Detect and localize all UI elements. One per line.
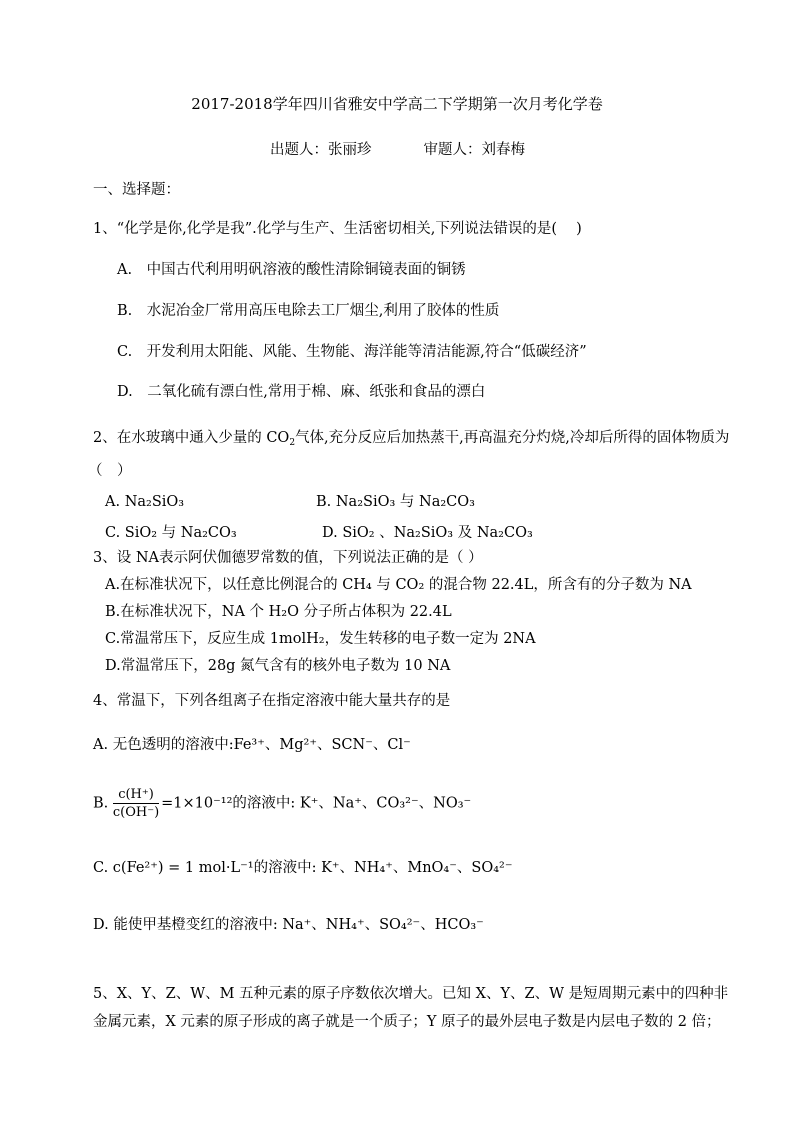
q4-fraction-numerator: c(H⁺) (113, 786, 159, 804)
q2-stem-sub: 2 (289, 438, 296, 448)
page-title: 2017-2018学年四川省雅安中学高二下学期第一次月考化学卷 (191, 95, 603, 113)
q4-option-d: D. 能使甲基橙变红的溶液中: Na⁺、NH₄⁺、SO₄²⁻、HCO₃⁻ (93, 917, 484, 933)
q4-fraction-denominator: c(OH⁻) (112, 805, 160, 820)
authors-line (270, 140, 525, 160)
q3-option-a: A.在标准状况下，以任意比例混合的 CH₄ 与 CO₂ 的混合物 22.4L，所含有的分子数为 NA (105, 577, 692, 593)
q3-option-d: D.常温常压下，28g 氮气含有的核外电子数为 10 NA (105, 658, 451, 674)
q5-line-1: 5、X、Y、Z、W、M 五种元素的原子序数依次增大。已知 X、Y、Z、W 是短周期元素中的四种非 (93, 986, 729, 1002)
q2-option-c: C. SiO₂ 与 Na₂CO₃ (105, 525, 237, 541)
q1-stem: 1、“化学是你,化学是我”.化学与生产、生活密切相关,下列说法错误的是( ) (93, 221, 582, 237)
q2-stem-pre: 2、在水玻璃中通入少量的 CO (93, 430, 290, 446)
q4-option-c: C. c(Fe²⁺) = 1 mol·L⁻¹的溶液中: K⁺、NH₄⁺、MnO₄⁻、SO₄²⁻ (93, 860, 513, 876)
q4-stem: 4、常温下，下列各组离子在指定溶液中能大量共存的是 (93, 693, 451, 709)
q1-option-b: B. 水泥冶金厂常用高压电除去工厂烟尘,利用了胶体的性质 (117, 303, 500, 319)
q2-paren: （ ） (88, 463, 132, 479)
q4-fraction (113, 786, 159, 821)
q1-option-d: D. 二氧化硫有漂白性,常用于棉、麻、纸张和食品的漂白 (117, 384, 486, 400)
setter: 出题人：张丽珍 (270, 142, 372, 158)
q3-option-b: B.在标准状况下，NA 个 H₂O 分子所占体积为 22.4L (105, 604, 452, 620)
q3-stem: 3、设 NA表示阿伏伽德罗常数的值，下列说法正确的是（ ） (93, 550, 483, 566)
q2-stem (93, 428, 729, 448)
section-heading: 一、选择题： (93, 182, 180, 198)
q4-option-a: A. 无色透明的溶液中:Fe³⁺、Mg²⁺、SCN⁻、Cl⁻ (93, 737, 411, 753)
q5-line-2: 金属元素，X 元素的原子形成的离子就是一个质子；Y 原子的最外层电子数是内层电子数的 2 倍； (93, 1014, 721, 1030)
reviewer: 审题人：刘春梅 (423, 142, 525, 158)
q2-option-a: A. Na₂SiO₃ (105, 494, 185, 510)
q4-option-b (93, 786, 471, 821)
q1-option-c: C. 开发利用太阳能、风能、生物能、海洋能等清洁能源,符合“低碳经济” (117, 344, 587, 360)
q1-option-a: A. 中国古代利用明矾溶液的酸性清除铜镜表面的铜锈 (117, 262, 466, 278)
q2-option-d: D. SiO₂ 、Na₂SiO₃ 及 Na₂CO₃ (322, 525, 533, 541)
q4-option-b-rest: =1×10⁻¹²的溶液中: K⁺、Na⁺、CO₃²⁻、NO₃⁻ (161, 795, 472, 812)
q2-option-b: B. Na₂SiO₃ 与 Na₂CO₃ (316, 494, 475, 510)
q3-option-c: C.常温常压下，反应生成 1molH₂，发生转移的电子数一定为 2NA (105, 631, 536, 647)
q4-option-b-letter: B. (93, 795, 113, 812)
q2-stem-post: 气体,充分反应后加热蒸干,再高温充分灼烧,冷却后所得的固体物质为 (295, 430, 730, 446)
